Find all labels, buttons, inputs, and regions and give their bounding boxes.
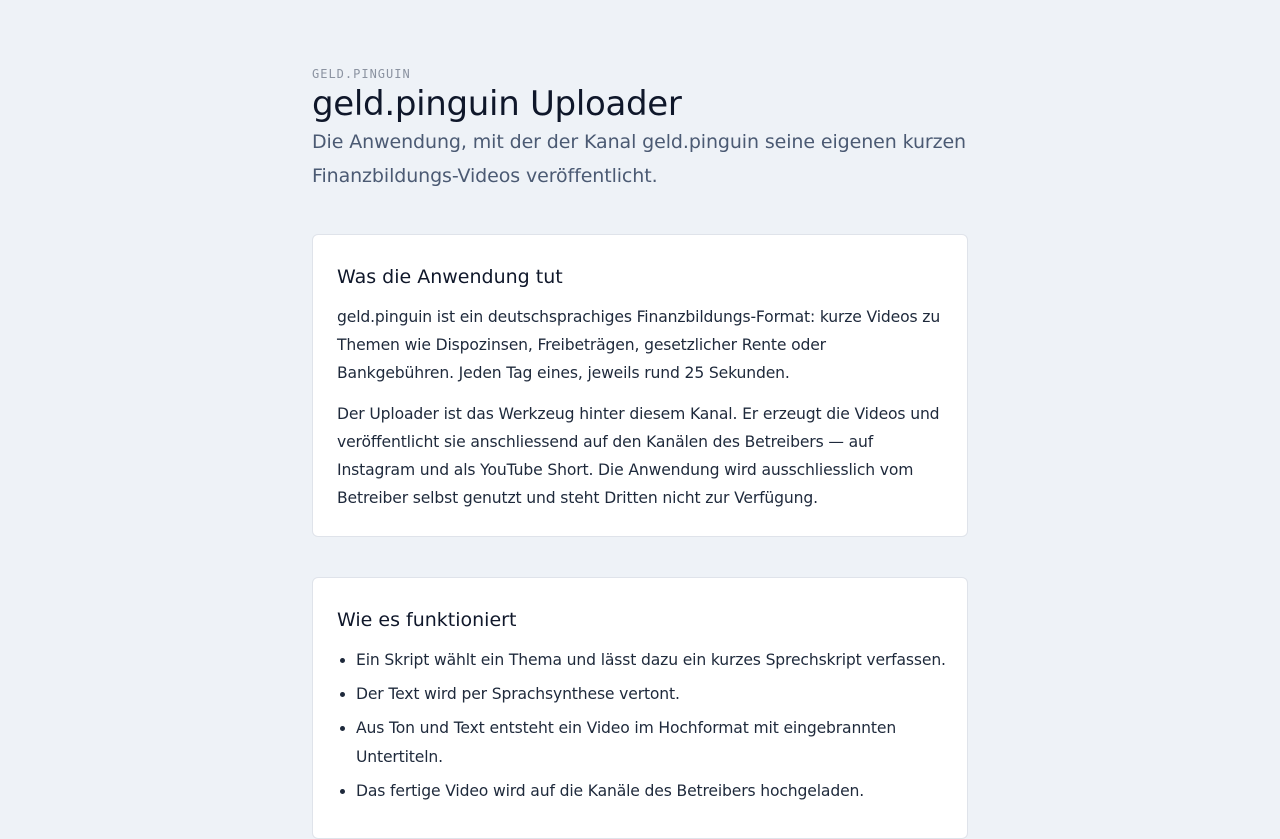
about-card-title: Was die Anwendung tut: [337, 266, 563, 288]
about-paragraph: Der Uploader ist das Werkzeug hinter diesem Kanal. Er erzeugt die Videos und veröffentlicht sie anschliessend auf den Kanälen des Betreibers — auf Instagram und als YouTube Short. Die Anwendung wird ausschliesslich vom Betreiber selbst genutzt und steht Dritten nicht zur Verfügung.: [337, 405, 940, 507]
list-item: • Aus Ton und Text entsteht ein Video im Hochformat mit eingebrannten Untertiteln.: [356, 714, 966, 771]
page-subtitle: Die Anwendung, mit der der Kanal geld.pinguin seine eigenen kurzen Finanzbildungs-Videos veröffentlicht.: [312, 131, 967, 187]
about-paragraph: geld.pinguin ist ein deutschsprachiges Finanzbildungs-Format: kurze Videos zu Themen wie Dispozinsen, Freibeträgen, gesetzlicher Rente oder Bankgebühren. Jeden Tag eines, jeweils rund 25 Sekunden.: [337, 308, 941, 382]
how-it-works-title: Wie es funktioniert: [337, 609, 517, 631]
list-item: • Der Text wird per Sprachsynthese vertont.: [356, 680, 966, 709]
about-card: [312, 234, 968, 537]
list-item: • Das fertige Video wird auf die Kanäle des Betreibers hochgeladen.: [356, 777, 966, 806]
page-title: geld.pinguin Uploader: [312, 84, 682, 124]
list-item: • Ein Skript wählt ein Thema und lässt dazu ein kurzes Sprechskript verfassen.: [356, 646, 966, 675]
steps-list: [337, 646, 966, 811]
brand-eyebrow: GELD.PINGUIN: [312, 67, 411, 81]
